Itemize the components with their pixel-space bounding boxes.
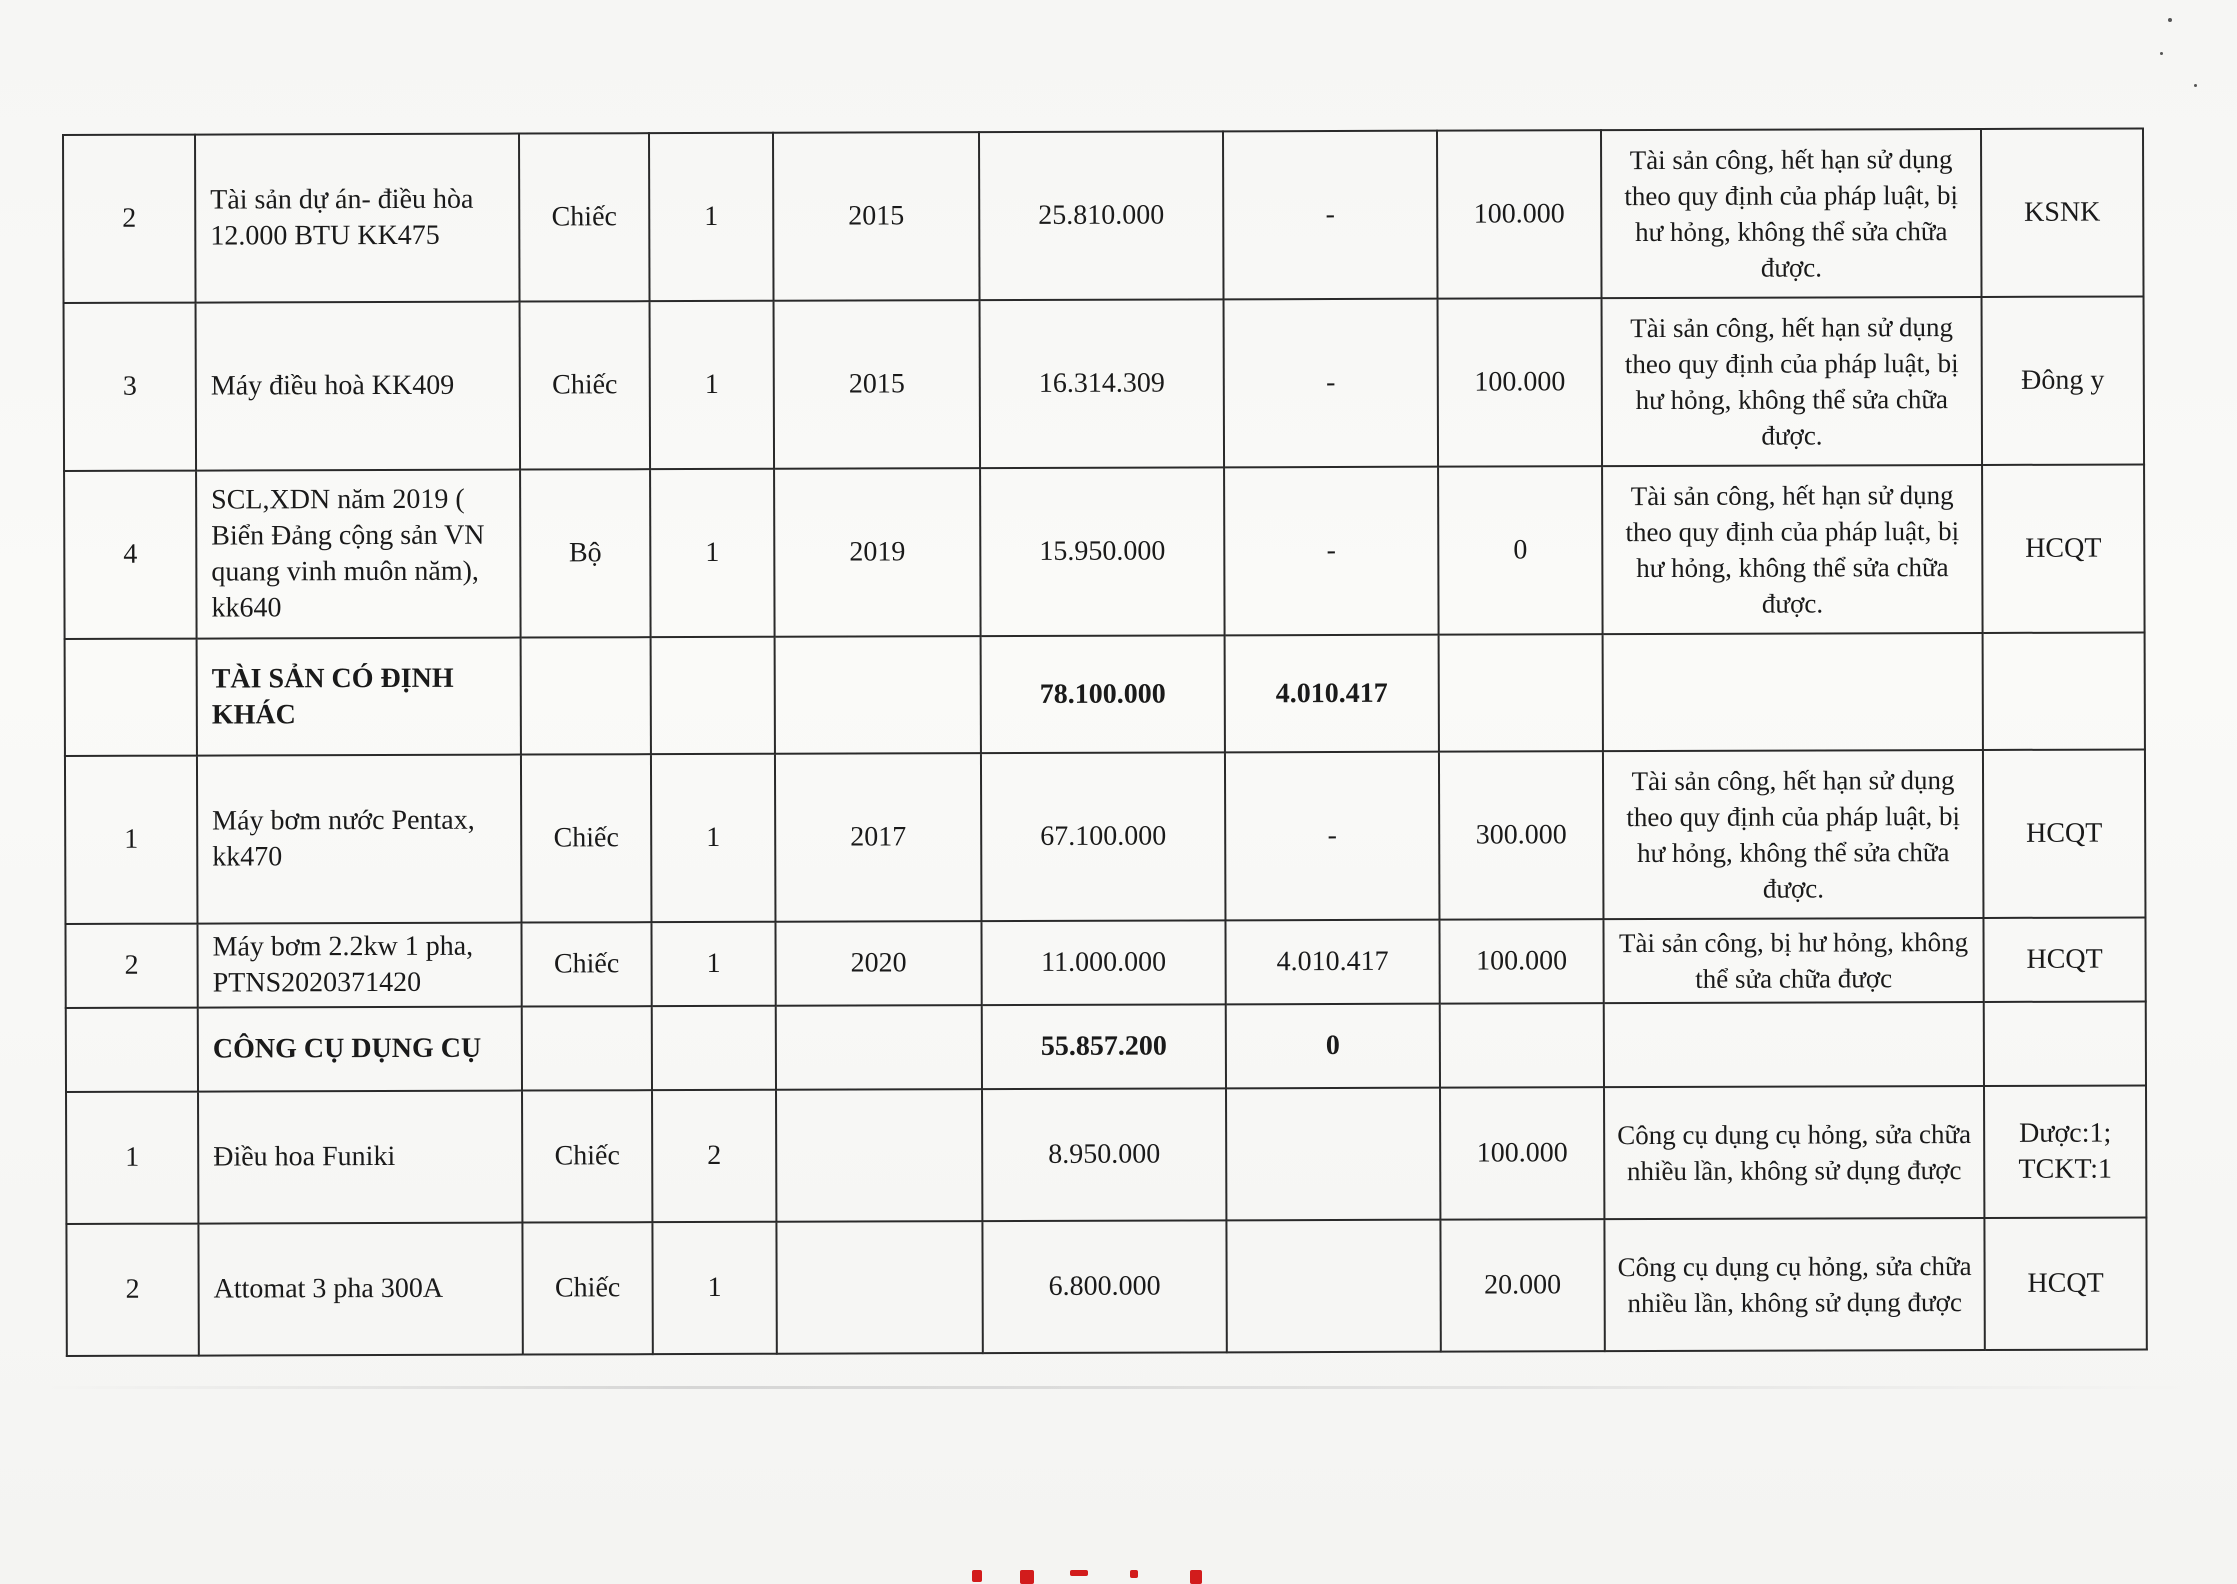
- cell-reason: Tài sản công, hết hạn sử dụng theo quy định của pháp luật, bị hư hỏng, không thể sửa chữa được.: [1601, 129, 1982, 298]
- cell-unit: [521, 637, 651, 754]
- scan-speck: [2194, 84, 2197, 87]
- cell-asset-name: Attomat 3 pha 300A: [198, 1223, 522, 1356]
- cell-recovery-value: 100.000: [1439, 919, 1603, 1004]
- cell-stt: [66, 1008, 198, 1092]
- section-remaining-total: 4.010.417: [1225, 635, 1439, 753]
- cell-asset-name: Máy bơm nước Pentax, kk470: [197, 755, 522, 924]
- table-row: [63, 128, 2144, 303]
- cell-year: 2015: [773, 132, 980, 301]
- table-row: [64, 464, 2145, 639]
- cell-original-value: 25.810.000: [979, 131, 1224, 300]
- cell-asset-name: Điều hoa Funiki: [198, 1091, 522, 1224]
- cell-unit: Chiếc: [522, 1222, 652, 1354]
- cell-reason: Công cụ dụng cụ hỏng, sửa chữa nhiều lần, không sử dụng được: [1604, 1218, 1984, 1351]
- cell-remaining-value: [1226, 1088, 1440, 1221]
- cell-asset-name: SCL,XDN năm 2019 ( Biển Đảng cộng sản VN quang vinh muôn năm), kk640: [196, 470, 521, 639]
- cell-stt: [65, 639, 197, 756]
- cell-quantity: 1: [652, 1222, 776, 1354]
- section-row: [66, 1001, 2146, 1092]
- cell-year: 2015: [774, 300, 981, 469]
- cell-asset-name: Máy bơm 2.2kw 1 pha, PTNS2020371420: [197, 923, 521, 1008]
- cell-recovery-value: [1439, 634, 1603, 752]
- cell-reason: [1603, 633, 1983, 751]
- section-original-total: 55.857.200: [982, 1004, 1226, 1089]
- cell-recovery-value: 20.000: [1440, 1219, 1604, 1352]
- cell-stt: 1: [65, 756, 198, 924]
- cell-stt: 4: [64, 471, 197, 639]
- cell-year: 2019: [774, 468, 981, 637]
- cell-remaining-value: 4.010.417: [1225, 920, 1439, 1005]
- cell-department: HCQT: [1983, 917, 2145, 1002]
- section-title: CÔNG CỤ DỤNG CỤ: [198, 1007, 522, 1092]
- cell-unit: Chiếc: [520, 301, 651, 469]
- cell-quantity: 1: [651, 922, 775, 1006]
- cell-recovery-value: 100.000: [1437, 130, 1602, 299]
- cell-recovery-value: 100.000: [1438, 298, 1603, 467]
- cell-original-value: 67.100.000: [981, 752, 1226, 921]
- cell-recovery-value: [1440, 1003, 1604, 1088]
- cell-original-value: 16.314.309: [980, 299, 1225, 468]
- section-original-total: 78.100.000: [981, 635, 1225, 753]
- cell-stt: 1: [66, 1092, 198, 1224]
- cell-department: HCQT: [1983, 749, 2146, 918]
- cell-stt: 2: [66, 1224, 198, 1356]
- cell-department: KSNK: [1981, 128, 2144, 297]
- cell-reason: Tài sản công, hết hạn sử dụng theo quy định của pháp luật, bị hư hỏng, không thể sửa chữa được.: [1603, 750, 1984, 919]
- cell-department: [1983, 632, 2145, 750]
- cell-unit: [522, 1006, 652, 1090]
- cell-stt: 2: [63, 135, 196, 303]
- cell-unit: Bộ: [520, 469, 651, 637]
- cell-remaining-value: -: [1224, 299, 1439, 468]
- cell-reason: Tài sản công, hết hạn sử dụng theo quy định của pháp luật, bị hư hỏng, không thể sửa chữa được.: [1602, 297, 1983, 466]
- table-row: [64, 296, 2145, 471]
- cell-asset-name: Tài sản dự án- điều hòa 12.000 BTU KK475: [195, 134, 520, 303]
- section-remaining-total: 0: [1226, 1004, 1440, 1089]
- cell-unit: Chiếc: [519, 133, 650, 301]
- cell-quantity: 1: [650, 469, 775, 637]
- cell-stt: 3: [64, 303, 197, 471]
- table-row: [66, 1217, 2146, 1356]
- cell-year: [775, 636, 981, 754]
- cell-recovery-value: 0: [1438, 466, 1603, 635]
- cell-year: 2017: [775, 753, 982, 922]
- cell-year: [776, 1005, 982, 1090]
- cell-quantity: [651, 637, 775, 754]
- cell-asset-name: Máy điều hoà KK409: [196, 302, 521, 471]
- table-row: [65, 749, 2146, 924]
- section-row: [65, 632, 2145, 756]
- cell-original-value: 11.000.000: [981, 920, 1225, 1005]
- cell-department: Dược:1; TCKT:1: [1984, 1085, 2146, 1218]
- cell-reason: Tài sản công, hết hạn sử dụng theo quy định của pháp luật, bị hư hỏng, không thể sửa chữa được.: [1602, 465, 1983, 634]
- scan-speck: [2168, 18, 2172, 22]
- cell-year: [776, 1221, 982, 1354]
- cell-original-value: 15.950.000: [980, 467, 1225, 636]
- cell-original-value: 6.800.000: [982, 1220, 1226, 1353]
- cell-remaining-value: -: [1224, 467, 1439, 636]
- cell-remaining-value: [1226, 1220, 1440, 1353]
- cell-department: [1984, 1001, 2146, 1086]
- cell-reason: Công cụ dụng cụ hỏng, sửa chữa nhiều lần, không sử dụng được: [1604, 1086, 1984, 1219]
- red-stamp-fragment: [960, 1570, 1260, 1584]
- cell-quantity: 2: [652, 1090, 776, 1222]
- asset-disposal-table: [62, 127, 2148, 1357]
- table-row: [66, 1085, 2146, 1224]
- cell-unit: Chiếc: [521, 922, 651, 1006]
- scan-artifact-line: [40, 1386, 2200, 1389]
- cell-department: HCQT: [1982, 464, 2145, 633]
- cell-stt: 2: [65, 924, 197, 1008]
- cell-quantity: [652, 1006, 776, 1090]
- cell-unit: Chiếc: [521, 754, 652, 922]
- cell-remaining-value: -: [1223, 131, 1438, 300]
- cell-quantity: 1: [650, 301, 775, 469]
- cell-original-value: 8.950.000: [982, 1088, 1226, 1221]
- cell-reason: Tài sản công, bị hư hỏng, không thể sửa chữa được: [1603, 918, 1983, 1003]
- scan-speck: [2160, 52, 2163, 55]
- cell-quantity: 1: [649, 133, 774, 301]
- cell-department: HCQT: [1984, 1217, 2146, 1350]
- cell-year: [776, 1089, 982, 1222]
- cell-remaining-value: -: [1225, 752, 1440, 921]
- cell-reason: [1604, 1002, 1984, 1087]
- cell-recovery-value: 300.000: [1439, 751, 1604, 920]
- cell-quantity: 1: [651, 754, 776, 922]
- cell-recovery-value: 100.000: [1440, 1087, 1604, 1220]
- cell-unit: Chiếc: [522, 1090, 652, 1222]
- table-row: [65, 917, 2145, 1008]
- cell-year: 2020: [775, 921, 981, 1006]
- cell-department: Đông y: [1982, 296, 2145, 465]
- section-title: TÀI SẢN CÓ ĐỊNH KHÁC: [197, 638, 521, 756]
